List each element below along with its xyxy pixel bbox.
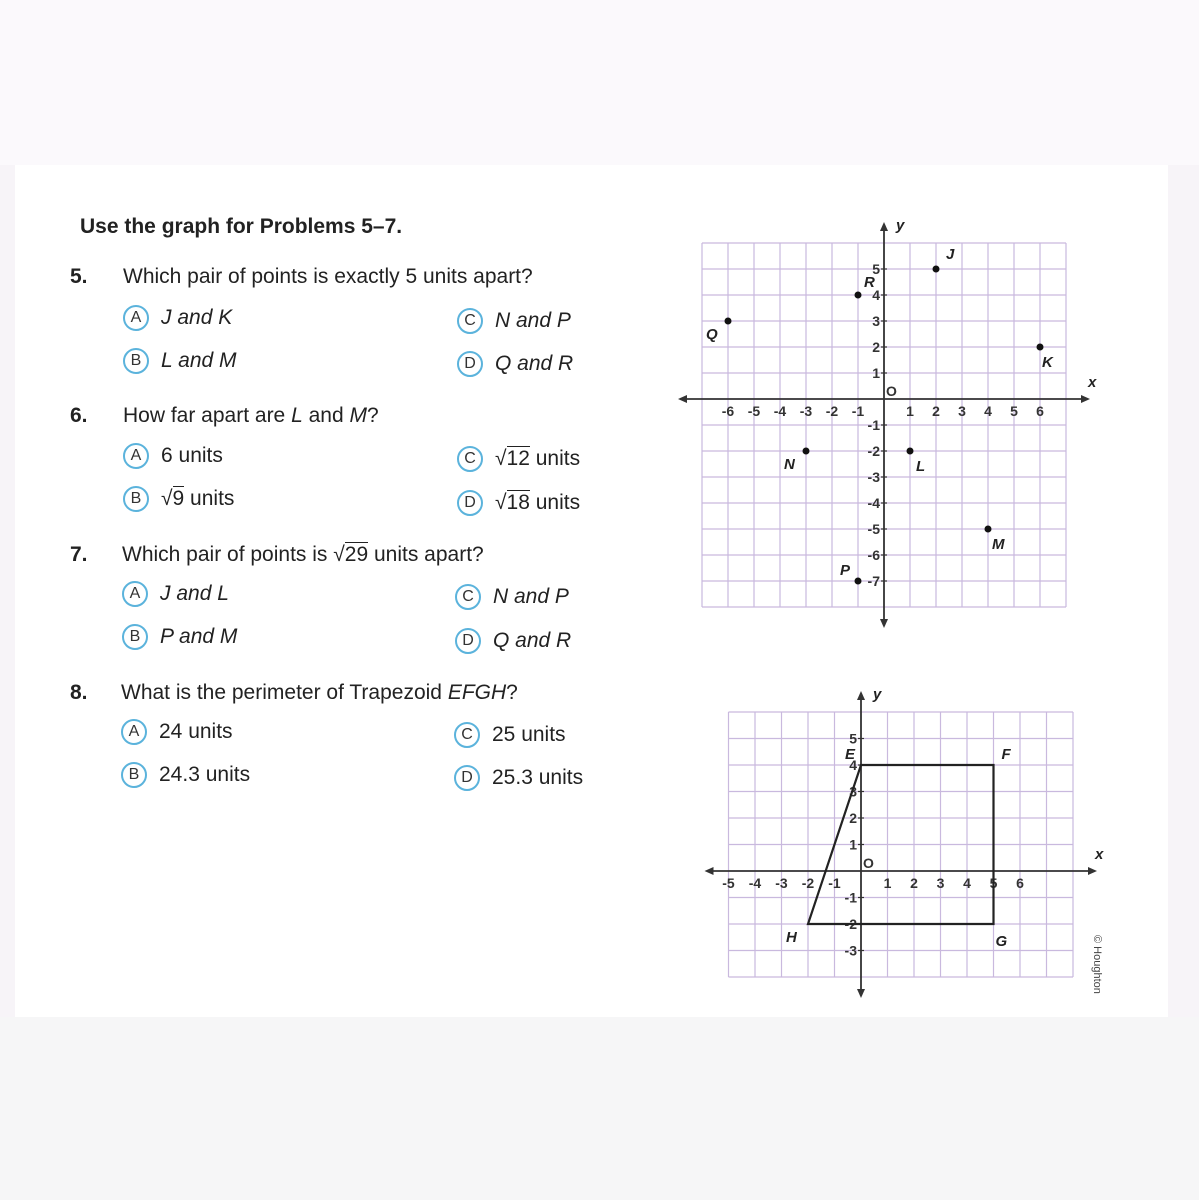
y-tick-label: 4: [849, 757, 857, 773]
question-number: 8.: [70, 681, 88, 704]
point-n: [803, 448, 810, 455]
x-tick-label: -1: [851, 403, 865, 419]
y-tick-label: -6: [867, 547, 880, 563]
option-letter: C: [457, 308, 483, 334]
point-m: [985, 526, 992, 533]
option-letter: C: [457, 446, 483, 472]
y-tick-label: -2: [844, 916, 857, 932]
vertex-label-g: G: [995, 933, 1008, 950]
option-text: 24.3 units: [159, 763, 251, 786]
x-tick-label: -5: [747, 403, 761, 419]
question-stem: What is the perimeter of Trapezoid EFGH?: [121, 681, 518, 704]
option-letter: D: [457, 490, 483, 516]
option-letter: B: [123, 486, 149, 512]
x-axis-arrow: [1081, 395, 1090, 403]
y-tick-label: 4: [872, 287, 880, 303]
background-top: [0, 0, 1199, 165]
option-text: √9 units: [161, 487, 235, 510]
q6-option-a[interactable]: [123, 443, 223, 469]
option-text: J and K: [161, 306, 233, 329]
q7-option-a[interactable]: [122, 581, 229, 607]
y-tick-label: 2: [849, 810, 857, 826]
point-j: [933, 266, 940, 273]
q5-option-c[interactable]: [457, 308, 571, 334]
option-text: 25 units: [492, 723, 566, 746]
y-tick-label: -1: [844, 889, 857, 906]
option-letter: C: [454, 722, 480, 748]
x-axis-arrow: [678, 395, 687, 403]
q6-option-c[interactable]: [457, 446, 580, 472]
point-label-m: M: [992, 536, 1005, 553]
option-letter: B: [121, 762, 147, 788]
question-number: 5.: [70, 265, 88, 288]
option-letter: A: [123, 443, 149, 469]
y-tick-label: -1: [867, 417, 880, 433]
q7-option-c[interactable]: [455, 584, 569, 610]
origin-label: O: [863, 855, 874, 871]
y-tick-label: 1: [872, 365, 880, 381]
x-axis-label: x: [1088, 374, 1097, 391]
option-letter: A: [121, 719, 147, 745]
option-letter: D: [457, 351, 483, 377]
y-tick-label: -2: [867, 443, 880, 459]
option-letter: B: [123, 348, 149, 374]
y-tick-label: -5: [867, 521, 880, 537]
q7-option-d[interactable]: [455, 628, 571, 654]
x-tick-label: 3: [958, 403, 966, 419]
option-text: √12 units: [495, 447, 581, 470]
x-tick-label: -6: [721, 403, 735, 419]
y-tick-label: -4: [867, 495, 880, 511]
x-tick-label: 4: [963, 875, 971, 891]
option-text: J and L: [160, 582, 229, 605]
option-text: P and M: [160, 625, 238, 648]
x-tick-label: -4: [748, 875, 762, 891]
y-tick-label: 3: [872, 313, 880, 329]
y-axis-arrow: [857, 989, 865, 998]
y-tick-label: -7: [867, 573, 880, 589]
q5-option-b[interactable]: [123, 348, 237, 374]
option-text: 24 units: [159, 720, 233, 743]
y-tick-label: -3: [844, 942, 857, 959]
point-l: [907, 448, 914, 455]
option-text: Q and R: [495, 352, 574, 375]
vertex-label-f: F: [1001, 746, 1011, 763]
question-number: 6.: [70, 404, 88, 427]
question-stem: Which pair of points is √29 units apart?: [122, 543, 484, 566]
point-k: [1037, 344, 1044, 351]
option-letter: D: [455, 628, 481, 654]
instruction-text: Use the graph for Problems 5–7.: [80, 215, 403, 238]
option-text: √18 units: [495, 491, 581, 514]
q8-option-c[interactable]: [454, 722, 566, 748]
y-tick-label: 5: [872, 261, 880, 277]
x-tick-label: 2: [910, 875, 918, 891]
x-tick-label: -3: [775, 875, 788, 891]
question-stem: Which pair of points is exactly 5 units apart?: [123, 265, 533, 288]
point-r: [855, 292, 862, 299]
x-tick-label: -1: [828, 875, 841, 891]
point-label-q: Q: [706, 326, 718, 343]
origin-label: O: [886, 383, 897, 399]
question-number: 7.: [70, 543, 88, 566]
point-label-l: L: [916, 458, 926, 475]
y-tick-label: 2: [872, 339, 880, 355]
question-stem: How far apart are L and M?: [123, 404, 379, 427]
q7-option-b[interactable]: [122, 624, 237, 650]
x-tick-label: -3: [799, 403, 813, 419]
y-axis-arrow: [857, 691, 865, 700]
y-tick-label: 1: [849, 836, 857, 853]
background-bottom: [0, 1017, 1199, 1200]
q8-option-a[interactable]: [121, 719, 233, 745]
q8-option-d[interactable]: [454, 765, 583, 791]
q6-option-d[interactable]: [457, 490, 580, 516]
x-tick-label: 6: [1016, 875, 1024, 891]
x-tick-label: -5: [722, 875, 735, 891]
x-tick-label: -2: [825, 403, 839, 419]
x-tick-label: 1: [906, 403, 914, 419]
x-tick-label: -4: [773, 403, 787, 419]
option-text: 25.3 units: [492, 766, 584, 789]
q5-option-d[interactable]: [457, 351, 573, 377]
option-letter: D: [454, 765, 480, 791]
y-tick-label: 5: [849, 730, 857, 747]
option-letter: A: [123, 305, 149, 331]
option-letter: A: [122, 581, 148, 607]
point-label-r: R: [864, 274, 875, 291]
point-label-p: P: [840, 562, 851, 579]
q8-option-b[interactable]: [121, 762, 250, 788]
point-label-n: N: [784, 456, 795, 473]
y-axis-label: y: [896, 217, 905, 234]
x-axis-arrow: [705, 867, 714, 875]
x-tick-label: 5: [989, 875, 998, 891]
point-p: [855, 578, 862, 585]
coordinate-graph-trapezoid: [700, 685, 1104, 1000]
y-axis-arrow: [880, 619, 888, 628]
option-letter: C: [455, 584, 481, 610]
point-q: [725, 318, 732, 325]
q5-option-a[interactable]: [123, 305, 232, 331]
y-axis-arrow: [880, 222, 888, 231]
x-tick-label: 5: [1010, 403, 1018, 419]
x-tick-label: 1: [883, 875, 892, 891]
option-text: 6 units: [161, 444, 223, 467]
x-axis-arrow: [1088, 867, 1097, 875]
option-text: Q and R: [493, 629, 572, 652]
x-tick-label: 2: [932, 403, 940, 419]
q6-option-b[interactable]: [123, 486, 234, 512]
option-letter: B: [122, 624, 148, 650]
vertex-label-h: H: [786, 929, 797, 946]
option-text: L and M: [161, 349, 237, 372]
point-label-j: J: [946, 246, 955, 263]
y-axis-label: y: [873, 686, 882, 703]
vertex-label-e: E: [845, 746, 856, 763]
x-tick-label: 6: [1036, 403, 1044, 419]
x-axis-label: x: [1095, 846, 1104, 863]
copyright-text: © Houghton: [1091, 935, 1103, 994]
option-text: N and P: [495, 309, 571, 332]
x-tick-label: 4: [984, 403, 992, 419]
option-text: N and P: [493, 585, 569, 608]
y-tick-label: 3: [849, 783, 857, 800]
coordinate-graph-points: [680, 210, 1100, 630]
x-tick-label: -2: [801, 875, 815, 891]
x-tick-label: 3: [936, 875, 945, 891]
point-label-k: K: [1042, 354, 1053, 371]
y-tick-label: -3: [867, 469, 880, 485]
